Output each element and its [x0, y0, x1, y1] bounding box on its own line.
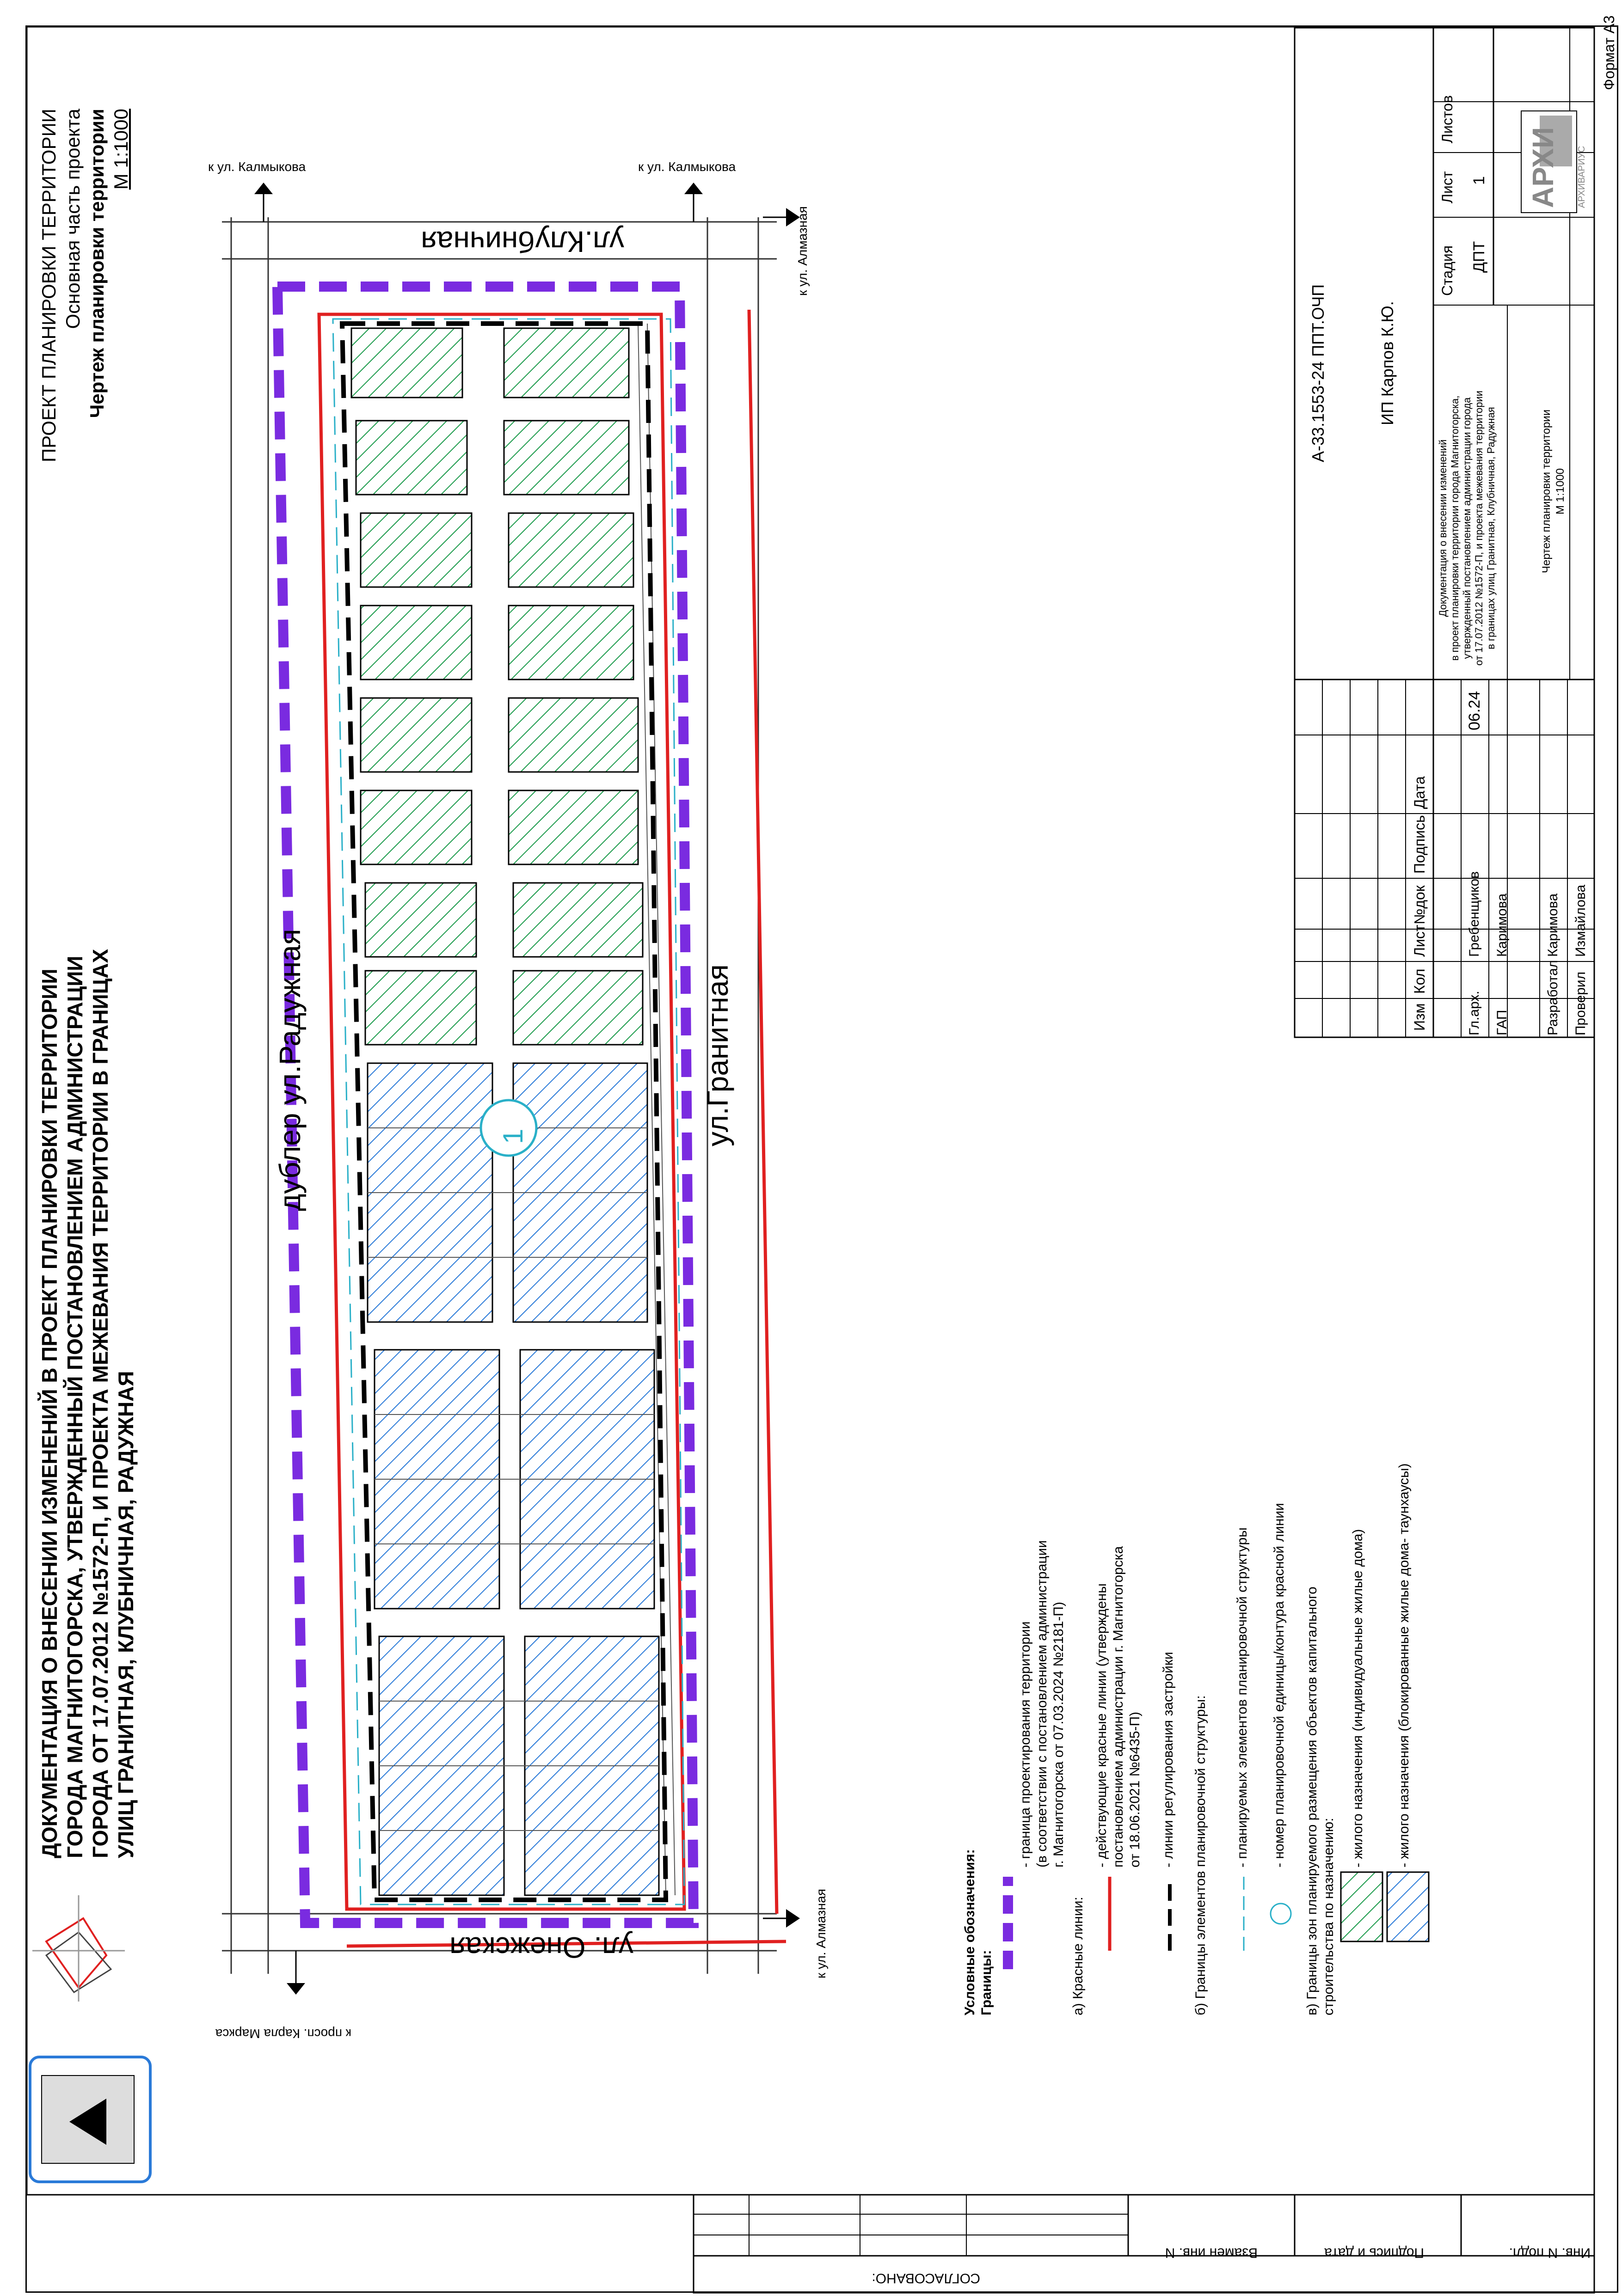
legend-zones-line2: строительства по назначению:: [1321, 1818, 1336, 2015]
legend-item-5: - номер планировочной единицы/контура красной линии: [1272, 1503, 1287, 1867]
vzam-inv-label: Взамен инв. N: [1165, 2245, 1258, 2260]
role-gap: ГАП: [1494, 1010, 1510, 1035]
header-line1: ПРОЕКТ ПЛАНИРОВКИ ТЕРРИТОРИИ: [38, 109, 60, 462]
legend-item-6: - жилого назначения (индивидуальные жилые дома): [1350, 1529, 1365, 1867]
legend-boundaries: Границы:: [979, 1950, 994, 2015]
legend-item-3: - линии регулирования застройки: [1161, 1652, 1176, 1867]
company-name: ИП Карпов К.Ю.: [1378, 301, 1397, 425]
soglasovano-label: СОГЛАСОВАНО:: [872, 2271, 980, 2286]
podpis-data-label: Подпись и дата: [1324, 2245, 1424, 2260]
legend-red-lines: а) Красные линии:: [1070, 1897, 1086, 2015]
stamp-date: 06.24: [1466, 691, 1483, 730]
doc-title-line1: Документация о внесении изменений: [1437, 439, 1449, 617]
doc-code: А-33.1553-24 ППТ.ОЧП: [1309, 284, 1327, 462]
label-to-kalmykova-1: к ул. Калмыкова: [208, 159, 306, 174]
archi-logo-sub: АРХИВАРИУС: [1577, 146, 1587, 208]
main-title-line3: ГОРОДА ОТ 17.07.2012 №1572-П, И ПРОЕКТА МЕЖЕВАНИЯ ТЕРРИТОРИИ В ГРАНИЦАХ: [88, 949, 112, 1858]
hdr-kol: Кол: [1411, 968, 1428, 994]
hdr-podpis: Подпись: [1411, 815, 1428, 874]
hdr-list: Лист: [1411, 925, 1428, 957]
legend-item1-line1: - граница проектирования территории: [1018, 1621, 1033, 1867]
doc-title-line5: в границах улиц Гранитная, Клубничная, Радужная: [1485, 407, 1497, 649]
legend-planning-struct: б) Границы элементов планировочной структуры:: [1193, 1695, 1208, 2015]
doc-title-block: [1437, 391, 1497, 666]
header-block: [37, 109, 133, 462]
role-razrabotal: Разработал: [1545, 960, 1561, 1035]
street-raduzhnaya: дублер ул.Радужная: [273, 929, 307, 1211]
legend-zones-line1: в) Границы зон планируемого размещения объектов капитального: [1304, 1586, 1320, 2015]
label-to-almaznaya-2: к ул. Алмазная: [814, 1889, 828, 1978]
stage-label: Стадия: [1439, 245, 1456, 296]
legend-item-1: [1017, 1540, 1067, 1867]
role-glarch: Гл.арх.: [1467, 991, 1482, 1035]
archi-logo: АРХИ: [1526, 127, 1560, 208]
format-label: Формат А3: [1601, 15, 1617, 90]
label-to-kalmykova-2: к ул. Калмыкова: [638, 159, 736, 174]
sheets-label: Листов: [1439, 95, 1456, 143]
header-line4: М 1:1000: [110, 109, 132, 190]
unit-number: 1: [498, 1128, 528, 1144]
sheet-label: Лист: [1439, 171, 1456, 203]
legend-item-4: - планируемых элементов планировочной структуры: [1235, 1527, 1250, 1867]
legend-item-7: - жилого назначения (блокированные жилые дома- таунхаусы): [1396, 1463, 1412, 1867]
sheet-title-line1: Чертеж планировки территории: [1540, 409, 1553, 573]
header-line2: Основная часть проекта: [62, 109, 84, 329]
sheet-title-line2: М 1:1000: [1554, 468, 1567, 514]
street-klubnichnaya: ул.Клубничная: [421, 225, 624, 258]
legend-item1-line2: (в соответствии с постановлением администрации: [1034, 1540, 1050, 1867]
legend-item1-line3: г. Магнитогорска от 07.03.2024 №2181-П): [1051, 1602, 1066, 1867]
legend-item2-line1: - действующие красные линии (утверждены: [1094, 1583, 1109, 1867]
name-karimova-2: Каримова: [1545, 893, 1561, 957]
street-granitnaya: ул.Гранитная: [701, 964, 734, 1146]
name-izmaylova: Измайлова: [1573, 884, 1588, 957]
inv-podl-label: Инв. N подл.: [1509, 2245, 1591, 2260]
compass-icon: [32, 1895, 125, 2002]
main-title: [37, 949, 139, 1858]
sheet-value: 1: [1470, 176, 1488, 185]
name-karimova-1: Каримова: [1494, 893, 1510, 957]
emblem-icon: [30, 2057, 150, 2182]
main-title-line1: ДОКУМЕНТАЦИЯ О ВНЕСЕНИИ ИЗМЕНЕНИЙ В ПРОЕКТ ПЛАНИРОВКИ ТЕРРИТОРИИ: [37, 968, 61, 1858]
doc-title-line3: утвержденный постановлением администрации города: [1461, 397, 1473, 659]
legend-heading: Условные обозначения:: [962, 1849, 977, 2015]
street-onezhskaya: ул. Онежская: [449, 1931, 633, 1964]
name-grebenshchikov: Гребенщиков: [1467, 871, 1482, 957]
hdr-izm: Изм: [1411, 1003, 1428, 1031]
role-proveril: Проверил: [1573, 971, 1588, 1035]
label-to-karla-marksa: к просп. Карла Маркса: [215, 2027, 351, 2041]
legend-item2-line2: постановлением администрации г. Магнитогорска: [1111, 1546, 1126, 1867]
stage-value: ДПТ: [1470, 241, 1488, 273]
hdr-data: Дата: [1411, 776, 1428, 809]
main-title-line4: УЛИЦ ГРАНИТНАЯ, КЛУБНИЧНАЯ, РАДУЖНАЯ: [114, 1371, 138, 1858]
legend-zones: [1304, 1586, 1337, 2015]
legend-item2-line3: от 18.06.2021 №6435-П): [1127, 1711, 1143, 1867]
doc-title-line4: от 17.07.2012 №1572-П, и проекта межевания территории: [1473, 390, 1485, 666]
label-to-almaznaya-1: к ул. Алмазная: [795, 206, 810, 296]
doc-title-line2: в проект планировки территории города Магнитогорска,: [1449, 395, 1461, 661]
header-line3: Чертеж планировки территории: [86, 109, 108, 418]
sheet-title-block: [1540, 410, 1567, 573]
hdr-ndoc: №док: [1411, 885, 1428, 925]
legend-item-2: [1094, 1546, 1143, 1867]
main-title-line2: ГОРОДА МАГНИТОГОРСКА, УТВЕРЖДЕННЫЙ ПОСТАНОВЛЕНИЕМ АДМИНИСТРАЦИИ: [63, 955, 87, 1858]
legend: [962, 1849, 995, 2015]
